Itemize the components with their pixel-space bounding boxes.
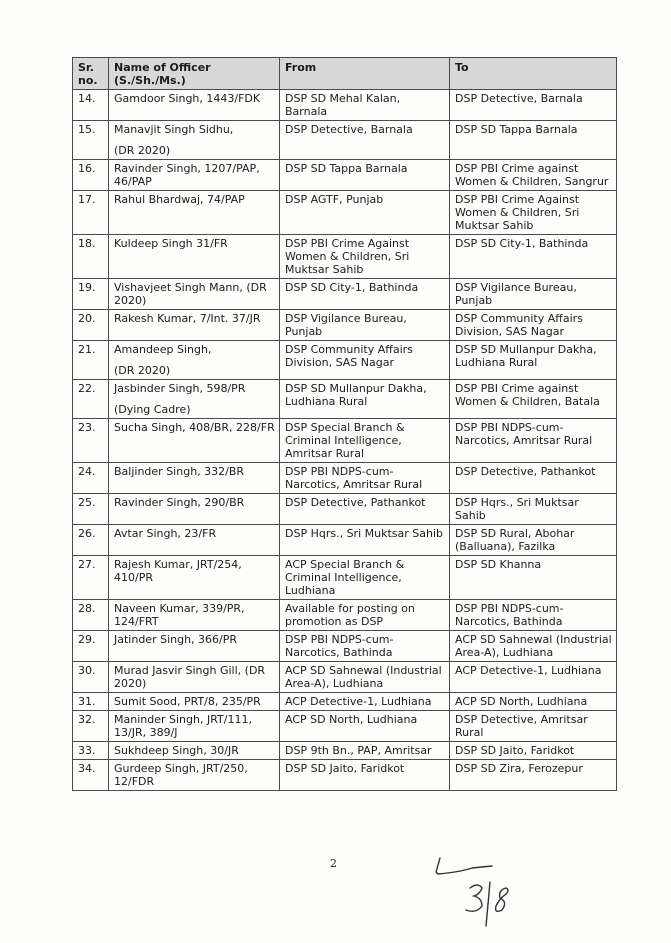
cell-sr-no <box>73 693 109 711</box>
table-row <box>73 310 617 341</box>
header-sr-no: Sr. no. <box>73 58 109 90</box>
cell-officer-name <box>109 631 280 662</box>
cell-from-text: DSP Detective, Barnala <box>285 123 413 136</box>
cell-sr-no-text: 20. <box>78 312 96 325</box>
table-row <box>73 463 617 494</box>
cell-from <box>280 760 450 791</box>
cell-from-text: ACP Special Branch & Criminal Intelligence, Ludhiana <box>285 558 405 597</box>
cell-to-text: DSP Community Affairs Division, SAS Nagar <box>455 312 583 338</box>
cell-to <box>450 463 617 494</box>
cell-to-text: DSP SD Mullanpur Dakha, Ludhiana Rural <box>455 343 597 369</box>
cell-sr-no <box>73 494 109 525</box>
cell-officer-name <box>109 191 280 235</box>
header-from: From <box>280 58 450 90</box>
cell-from <box>280 341 450 380</box>
cell-from-text: DSP PBI NDPS-cum-Narcotics, Amritsar Rural <box>285 465 423 491</box>
cell-to <box>450 711 617 742</box>
cell-sr-no-text: 15. <box>78 123 96 136</box>
cell-sr-no <box>73 556 109 600</box>
cell-officer-name <box>109 463 280 494</box>
cell-to <box>450 90 617 121</box>
table-row <box>73 380 617 419</box>
cell-to <box>450 494 617 525</box>
cell-to-text: DSP Detective, Pathankot <box>455 465 596 478</box>
cell-to-text: DSP SD Rural, Abohar (Balluana), Fazilka <box>455 527 575 553</box>
page-number: 2 <box>330 857 337 870</box>
cell-sr-no <box>73 191 109 235</box>
cell-officer-name-text: Baljinder Singh, 332/BR <box>114 465 245 478</box>
cell-sr-no-text: 24. <box>78 465 96 478</box>
table-row <box>73 556 617 600</box>
cell-officer-name-text: Ravinder Singh, 1207/PAP, 46/PAP <box>114 162 260 188</box>
cell-sr-no-text: 26. <box>78 527 96 540</box>
cell-from-text: Available for posting on promotion as DSP <box>285 602 415 628</box>
cell-to <box>450 160 617 191</box>
cell-from-text: DSP SD City-1, Bathinda <box>285 281 419 294</box>
cell-officer-name-text: Rakesh Kumar, 7/Int. 37/JR <box>114 312 261 325</box>
table-row <box>73 90 617 121</box>
cell-to <box>450 556 617 600</box>
cell-to-text: DSP Hqrs., Sri Muktsar Sahib <box>455 496 579 522</box>
cell-sr-no-text: 29. <box>78 633 96 646</box>
cell-officer-name-text: Sukhdeep Singh, 30/JR <box>114 744 239 757</box>
cell-to-text: ACP Detective-1, Ludhiana <box>455 664 602 677</box>
cell-sr-no-text: 25. <box>78 496 96 509</box>
cell-from-text: ACP SD North, Ludhiana <box>285 713 418 726</box>
cell-officer-name <box>109 90 280 121</box>
cell-officer-name-text: Avtar Singh, 23/FR <box>114 527 217 540</box>
cell-sr-no <box>73 711 109 742</box>
cell-to <box>450 380 617 419</box>
cell-sr-no-text: 28. <box>78 602 96 615</box>
cell-sr-no-text: 30. <box>78 664 96 677</box>
cell-to <box>450 693 617 711</box>
table-header-row <box>73 58 617 90</box>
cell-to-text: DSP PBI Crime against Women & Children, Batala <box>455 382 600 408</box>
cell-officer-name <box>109 310 280 341</box>
cell-to <box>450 662 617 693</box>
cell-officer-note: (Dying Cadre) <box>114 403 191 416</box>
cell-to <box>450 279 617 310</box>
table-row <box>73 760 617 791</box>
cell-to-text: DSP Detective, Barnala <box>455 92 583 105</box>
cell-from <box>280 556 450 600</box>
cell-from <box>280 600 450 631</box>
cell-officer-name-text: Gurdeep Singh, JRT/250, 12/FDR <box>114 762 248 788</box>
cell-sr-no-text: 17. <box>78 193 96 206</box>
cell-sr-no-text: 22. <box>78 382 96 395</box>
cell-officer-name-text: Jatinder Singh, 366/PR <box>114 633 238 646</box>
table-row <box>73 631 617 662</box>
cell-from <box>280 525 450 556</box>
cell-to <box>450 600 617 631</box>
cell-to-text: DSP PBI NDPS-cum-Narcotics, Bathinda <box>455 602 564 628</box>
cell-sr-no-text: 34. <box>78 762 96 775</box>
cell-to-text: DSP Vigilance Bureau, Punjab <box>455 281 577 307</box>
cell-officer-name-text: Kuldeep Singh 31/FR <box>114 237 228 250</box>
cell-to <box>450 419 617 463</box>
cell-officer-name-text: Murad Jasvir Singh Gill, (DR 2020) <box>114 664 266 690</box>
cell-officer-name <box>109 494 280 525</box>
header-name-of-officer: Name of Officer (S./Sh./Ms.) <box>109 58 280 90</box>
cell-sr-no <box>73 121 109 160</box>
cell-sr-no <box>73 310 109 341</box>
cell-officer-name-text: Rahul Bhardwaj, 74/PAP <box>114 193 245 206</box>
cell-sr-no <box>73 235 109 279</box>
cell-to <box>450 760 617 791</box>
cell-officer-name <box>109 235 280 279</box>
cell-sr-no-text: 31. <box>78 695 96 708</box>
cell-from-text: DSP SD Tappa Barnala <box>285 162 408 175</box>
cell-officer-name <box>109 600 280 631</box>
cell-from <box>280 693 450 711</box>
cell-officer-note: (DR 2020) <box>114 144 171 157</box>
cell-to-text: DSP Detective, Amritsar Rural <box>455 713 588 739</box>
cell-to <box>450 742 617 760</box>
table-row <box>73 279 617 310</box>
cell-from-text: DSP Detective, Pathankot <box>285 496 426 509</box>
cell-from-text: ACP Detective-1, Ludhiana <box>285 695 432 708</box>
table-row <box>73 693 617 711</box>
cell-officer-name-text: Amandeep Singh, <box>114 343 212 356</box>
cell-from <box>280 711 450 742</box>
cell-officer-name <box>109 693 280 711</box>
cell-officer-name <box>109 121 280 160</box>
cell-from-text: DSP Community Affairs Division, SAS Nagar <box>285 343 413 369</box>
cell-officer-name <box>109 341 280 380</box>
cell-sr-no <box>73 742 109 760</box>
cell-to <box>450 341 617 380</box>
table-body <box>73 90 617 791</box>
cell-to-text: DSP SD Zira, Ferozepur <box>455 762 583 775</box>
cell-officer-name <box>109 279 280 310</box>
cell-officer-name-text: Ravinder Singh, 290/BR <box>114 496 245 509</box>
cell-to <box>450 631 617 662</box>
cell-sr-no-text: 32. <box>78 713 96 726</box>
cell-to-text: DSP SD City-1, Bathinda <box>455 237 589 250</box>
cell-from <box>280 742 450 760</box>
table-row <box>73 494 617 525</box>
cell-officer-name <box>109 380 280 419</box>
cell-officer-name <box>109 419 280 463</box>
table-row <box>73 121 617 160</box>
cell-to <box>450 235 617 279</box>
cell-from-text: DSP SD Mullanpur Dakha, Ludhiana Rural <box>285 382 427 408</box>
cell-to-text: DSP SD Jaito, Faridkot <box>455 744 575 757</box>
cell-sr-no <box>73 419 109 463</box>
cell-officer-name-text: Sucha Singh, 408/BR, 228/FR <box>114 421 275 434</box>
cell-officer-name-text: Vishavjeet Singh Mann, (DR 2020) <box>114 281 267 307</box>
cell-to-text: DSP SD Khanna <box>455 558 542 571</box>
cell-to-text: ACP SD Sahnewal (Industrial Area-A), Ludhiana <box>455 633 612 659</box>
cell-sr-no <box>73 380 109 419</box>
cell-officer-name-text: Gamdoor Singh, 1443/FDK <box>114 92 261 105</box>
cell-to <box>450 525 617 556</box>
cell-from-text: DSP SD Mehal Kalan, Barnala <box>285 92 401 118</box>
cell-sr-no <box>73 90 109 121</box>
cell-from-text: DSP 9th Bn., PAP, Amritsar <box>285 744 432 757</box>
cell-officer-name <box>109 525 280 556</box>
cell-from-text: ACP SD Sahnewal (Industrial Area-A), Ludhiana <box>285 664 442 690</box>
cell-from <box>280 380 450 419</box>
cell-officer-name-text: Sumit Sood, PRT/8, 235/PR <box>114 695 261 708</box>
cell-sr-no-text: 19. <box>78 281 96 294</box>
cell-sr-no <box>73 662 109 693</box>
table-row <box>73 742 617 760</box>
cell-sr-no <box>73 600 109 631</box>
cell-from-text: DSP Special Branch & Criminal Intelligence, Amritsar Rural <box>285 421 405 460</box>
table-row <box>73 711 617 742</box>
cell-officer-name <box>109 742 280 760</box>
cell-officer-name-text: Naveen Kumar, 339/PR, 124/FRT <box>114 602 245 628</box>
table-row <box>73 235 617 279</box>
cell-from-text: DSP Hqrs., Sri Muktsar Sahib <box>285 527 444 540</box>
cell-to-text: DSP PBI Crime Against Women & Children, Sri Muktsar Sahib <box>455 193 580 232</box>
cell-from <box>280 419 450 463</box>
cell-from <box>280 160 450 191</box>
cell-officer-name-text: Jasbinder Singh, 598/PR <box>114 382 246 395</box>
table-row <box>73 191 617 235</box>
cell-to <box>450 191 617 235</box>
cell-sr-no <box>73 279 109 310</box>
cell-from <box>280 235 450 279</box>
cell-officer-name-text: Manavjit Singh Sidhu, <box>114 123 234 136</box>
table-row <box>73 600 617 631</box>
cell-sr-no-text: 14. <box>78 92 96 105</box>
cell-to-text: DSP PBI NDPS-cum-Narcotics, Amritsar Rural <box>455 421 593 447</box>
cell-from-text: DSP PBI NDPS-cum-Narcotics, Bathinda <box>285 633 394 659</box>
cell-from-text: DSP SD Jaito, Faridkot <box>285 762 405 775</box>
cell-sr-no <box>73 631 109 662</box>
cell-sr-no-text: 18. <box>78 237 96 250</box>
table-row <box>73 419 617 463</box>
cell-from <box>280 494 450 525</box>
cell-from <box>280 121 450 160</box>
cell-officer-name-text: Maninder Singh, JRT/111, 13/JR, 389/J <box>114 713 252 739</box>
cell-from <box>280 662 450 693</box>
cell-from <box>280 631 450 662</box>
cell-sr-no-text: 33. <box>78 744 96 757</box>
cell-officer-name-text: Rajesh Kumar, JRT/254, 410/PR <box>114 558 242 584</box>
cell-sr-no <box>73 463 109 494</box>
header-to: To <box>450 58 617 90</box>
cell-sr-no-text: 16. <box>78 162 96 175</box>
cell-sr-no-text: 27. <box>78 558 96 571</box>
cell-officer-name <box>109 556 280 600</box>
cell-sr-no <box>73 525 109 556</box>
cell-sr-no <box>73 160 109 191</box>
cell-from <box>280 191 450 235</box>
cell-to-text: ACP SD North, Ludhiana <box>455 695 588 708</box>
cell-from-text: DSP AGTF, Punjab <box>285 193 384 206</box>
cell-from <box>280 463 450 494</box>
table-row <box>73 341 617 380</box>
table-row <box>73 525 617 556</box>
cell-officer-name <box>109 662 280 693</box>
cell-sr-no-text: 21. <box>78 343 96 356</box>
cell-from <box>280 310 450 341</box>
cell-from <box>280 279 450 310</box>
cell-officer-note: (DR 2020) <box>114 364 171 377</box>
cell-sr-no <box>73 760 109 791</box>
cell-sr-no <box>73 341 109 380</box>
transfer-table <box>72 57 617 791</box>
cell-officer-name <box>109 760 280 791</box>
cell-to <box>450 121 617 160</box>
cell-to-text: DSP PBI Crime against Women & Children, Sangrur <box>455 162 609 188</box>
cell-to-text: DSP SD Tappa Barnala <box>455 123 578 136</box>
cell-from <box>280 90 450 121</box>
cell-from-text: DSP PBI Crime Against Women & Children, Sri Muktsar Sahib <box>285 237 410 276</box>
handwritten-page-mark <box>420 848 550 928</box>
cell-from-text: DSP Vigilance Bureau, Punjab <box>285 312 407 338</box>
cell-officer-name <box>109 711 280 742</box>
cell-to <box>450 310 617 341</box>
table-row <box>73 160 617 191</box>
cell-officer-name <box>109 160 280 191</box>
cell-sr-no-text: 23. <box>78 421 96 434</box>
table-row <box>73 662 617 693</box>
